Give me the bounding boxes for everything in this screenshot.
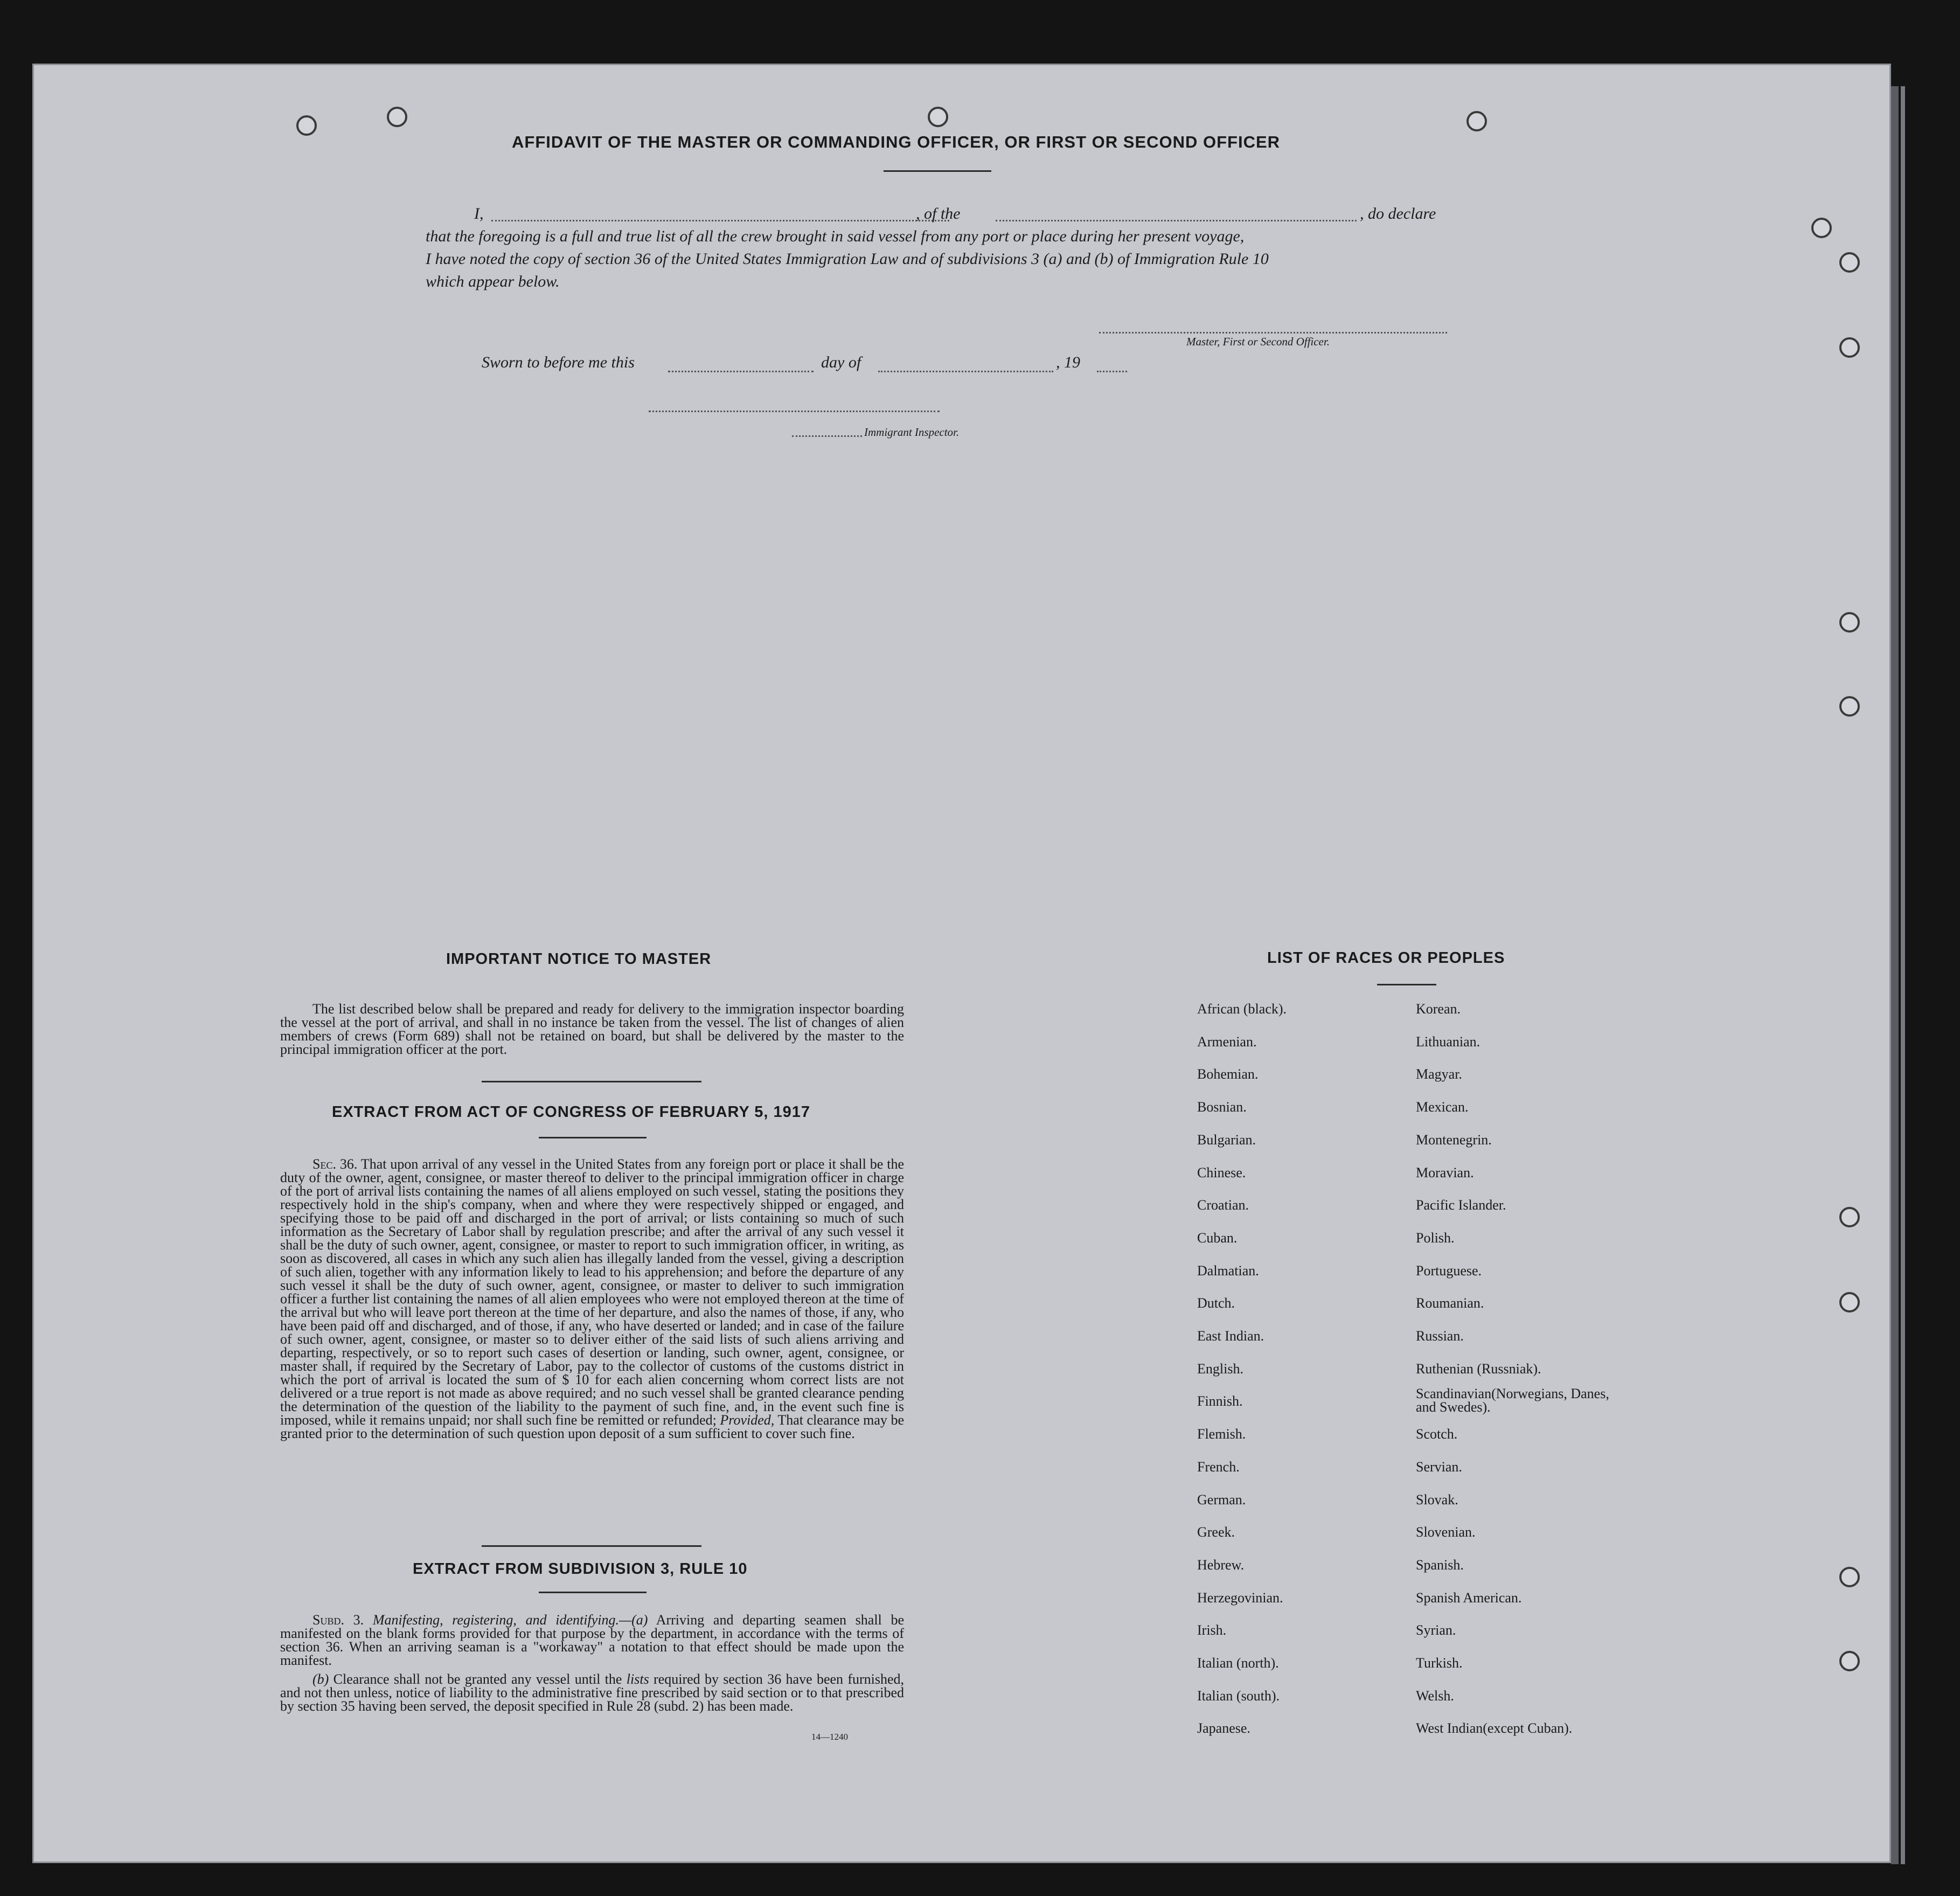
master-signature-blank[interactable]	[1099, 332, 1447, 334]
race-item: Dalmatian.	[1197, 1262, 1259, 1279]
sworn-text: Sworn to before me this	[482, 353, 635, 371]
race-item: Russian.	[1416, 1328, 1464, 1344]
master-caption: Master, First or Second Officer.	[1186, 335, 1330, 348]
race-item: Italian (south).	[1197, 1687, 1280, 1704]
section-rule	[482, 1545, 701, 1547]
document-sheet	[32, 64, 1891, 1863]
race-item: English.	[1197, 1360, 1243, 1377]
act-title: EXTRACT FROM ACT OF CONGRESS OF FEBRUARY 5, 1917	[332, 1103, 811, 1121]
page-edge-strip	[1901, 86, 1905, 1864]
race-item: German.	[1197, 1491, 1246, 1508]
race-item: West Indian(except Cuban).	[1416, 1720, 1573, 1737]
race-item: Flemish.	[1197, 1426, 1246, 1442]
inspector-lead-dots	[792, 435, 862, 437]
race-item: Armenian.	[1197, 1033, 1257, 1050]
race-item: Slovenian.	[1416, 1524, 1476, 1540]
race-item: French.	[1197, 1459, 1240, 1475]
section-rule	[539, 1137, 647, 1138]
race-item: Dutch.	[1197, 1295, 1235, 1311]
race-item: Lithuanian.	[1416, 1033, 1481, 1050]
race-item: Bulgarian.	[1197, 1131, 1256, 1148]
rule-text-b1: Clearance shall not be granted any vessel until the	[333, 1671, 622, 1687]
race-item: Magyar.	[1416, 1066, 1462, 1082]
race-item: Spanish.	[1416, 1557, 1464, 1573]
race-item: Spanish American.	[1416, 1589, 1522, 1606]
race-item: Portuguese.	[1416, 1262, 1482, 1279]
race-item: Syrian.	[1416, 1622, 1456, 1638]
race-item: Turkish.	[1416, 1655, 1463, 1671]
race-item: Japanese.	[1197, 1720, 1250, 1737]
punch-hole	[1839, 1567, 1860, 1587]
affidavit-of-the: , of the	[916, 205, 961, 223]
race-item: Scandinavian(Norwegians, Danes, and Swedes).	[1416, 1386, 1609, 1415]
act-section-36-text	[280, 1157, 904, 1440]
rule-text-b2: required by section 36 have been furnished, and not then unless, notice of liability to the administrative fine prescribed by said section or to that prescribed by section 35 having been served, the deposit specified in Rule 28 (subd. 2) has been made.	[280, 1671, 905, 1714]
subd-heading: Manifesting, registering, and identifying.—(a)	[372, 1612, 648, 1628]
punch-hole	[1811, 218, 1832, 238]
race-item: Bosnian.	[1197, 1099, 1247, 1115]
rule-title: EXTRACT FROM SUBDIVISION 3, RULE 10	[413, 1560, 748, 1578]
race-item: Italian (north).	[1197, 1655, 1279, 1671]
year-text: , 19	[1056, 353, 1080, 371]
punch-hole	[1839, 1207, 1860, 1227]
affidavit-line3: I have noted the copy of section 36 of the United States Immigration Law and of subdivisions 3 (a) and (b) of Immigration Rule 10	[426, 250, 1269, 268]
inspector-caption: Immigrant Inspector.	[864, 426, 960, 439]
race-item: Finnish.	[1197, 1393, 1243, 1409]
race-item: Slovak.	[1416, 1491, 1458, 1508]
act-text-b: That clearance may be granted prior to the determination of such question upon deposit of a sum sufficient to cover such fine.	[280, 1412, 905, 1441]
race-item: Croatian.	[1197, 1197, 1249, 1213]
punch-hole	[1839, 1651, 1860, 1671]
race-item: Hebrew.	[1197, 1557, 1245, 1573]
title-underline	[884, 170, 991, 172]
race-item: Mexican.	[1416, 1099, 1469, 1115]
races-title: LIST OF RACES OR PEOPLES	[1267, 949, 1505, 967]
race-item: African (black).	[1197, 1001, 1287, 1017]
race-item: Greek.	[1197, 1524, 1235, 1540]
notice-title: IMPORTANT NOTICE TO MASTER	[446, 950, 712, 968]
day-of-text: day of	[821, 353, 861, 371]
sec-label: Sec. 36.	[312, 1156, 358, 1172]
vessel-blank[interactable]	[996, 220, 1357, 221]
race-item: Pacific Islander.	[1416, 1197, 1506, 1213]
page-edge-strip	[1891, 86, 1899, 1864]
act-text-a: That upon arrival of any vessel in the United States from any foreign port or place it shall be the duty of the owner, agent, consignee, or master thereof to deliver to the principal immigration officer in charge of the port of arrival lists containing the names of all aliens employed on such vessel, stating the positions they respectively hold in the ship's company, when and where they were respectively shipped or engaged, and specifying those to be paid off and discharged in the port of arrival; or lists containing so much of such information as the Secretary of Labor shall by regulation prescribe; and after the arrival of any such vessel it shall be the duty of such owner, agent, consignee, or master to report to such immigration officer, in writing, as soon as discovered, all cases in which any such alien has illegally landed from the vessel, giving a description of such alien, together with any information likely to lead to his apprehension; and before the departure of any such vessel it shall be the duty of such owner, agent, consignee, or master to deliver to such immigration officer a further list containing the names of all alien employees who were not employed thereon at the time of the arrival but who will leave port thereon at the time of her departure, and also the names of those, if any, who have been paid off and discharged, and of those, if any, who have deserted or landed; and in case of the failure of such owner, agent, consignee, or master so to deliver either of the said lists of such aliens arriving and departing, respectively, or so to report such cases of desertion or landing, such owner, agent, consignee, or master shall, if required by the Secretary of Labor, pay to the collector of customs of the customs district in which the port of arrival is located the sum of $ 10 for each alien concerning whom correct lists are not delivered or a true report is not made as above required; and no such vessel shall be granted clearance pending the determination of the question of the liability to the payment of such fine, and, in the event such fine is imposed, while it remains unpaid; nor shall such fine be remitted or refunded;	[280, 1156, 905, 1428]
race-item: Servian.	[1416, 1459, 1462, 1475]
subd-label: Subd. 3.	[312, 1612, 364, 1628]
inspector-signature-blank[interactable]	[649, 411, 940, 412]
lists-word: lists	[626, 1671, 649, 1687]
punch-hole	[1839, 612, 1860, 633]
race-item: Ruthenian (Russniak).	[1416, 1360, 1541, 1377]
rule-subd-a-text	[280, 1613, 904, 1667]
race-item: Scotch.	[1416, 1426, 1458, 1442]
affidavit-title: AFFIDAVIT OF THE MASTER OR COMMANDING OFFICER, OR FIRST OR SECOND OFFICER	[512, 133, 1281, 151]
name-blank[interactable]	[491, 220, 949, 221]
race-item: Roumanian.	[1416, 1295, 1484, 1311]
section-rule	[539, 1592, 647, 1593]
affidavit-line2: that the foregoing is a full and true list of all the crew brought in said vessel from any port or place during her present voyage,	[426, 227, 1245, 245]
race-item: Moravian.	[1416, 1164, 1474, 1180]
punch-hole	[1839, 337, 1860, 358]
punch-hole	[296, 115, 317, 136]
year-blank[interactable]	[1097, 371, 1127, 372]
form-number: 14—1240	[811, 1732, 848, 1742]
punch-hole	[387, 107, 407, 127]
race-item: Welsh.	[1416, 1687, 1454, 1704]
affidavit-declare: , do declare	[1360, 205, 1436, 223]
race-item: Korean.	[1416, 1001, 1461, 1017]
rule-text-a: Arriving and departing seamen shall be manifested on the blank forms provided for that purpose by the department, in accordance with the terms of section 36. When an arriving seaman is a "workaway" a notation to that effect should be made upon the manifest.	[280, 1612, 905, 1668]
punch-hole	[1466, 111, 1487, 131]
rule-subd-b-text	[280, 1672, 904, 1713]
race-item: Polish.	[1416, 1230, 1455, 1246]
race-item: Irish.	[1197, 1622, 1227, 1638]
provided-word: Provided,	[720, 1412, 775, 1428]
affidavit-line4: which appear below.	[426, 273, 560, 290]
punch-hole	[1839, 696, 1860, 717]
race-item: Montenegrin.	[1416, 1131, 1492, 1148]
affidavit-i: I,	[474, 205, 484, 223]
punch-hole	[1839, 1292, 1860, 1312]
section-rule	[482, 1081, 701, 1082]
section-rule	[1377, 984, 1436, 985]
day-blank[interactable]	[668, 371, 814, 372]
month-blank[interactable]	[878, 371, 1053, 372]
race-item: Bohemian.	[1197, 1066, 1259, 1082]
race-item: East Indian.	[1197, 1328, 1264, 1344]
punch-hole	[928, 107, 948, 127]
notice-text: The list described below shall be prepared and ready for delivery to the immigration inspector boarding the vessel at the port of arrival, and shall in no instance be taken from the vessel. The list of changes of alien members of crews (Form 689) shall not be retained on board, but shall be delivered by the master to the principal immigration officer at the port.	[280, 1001, 904, 1057]
race-item: Herzegovinian.	[1197, 1589, 1283, 1606]
race-item: Cuban.	[1197, 1230, 1238, 1246]
b-label: (b)	[312, 1671, 329, 1687]
punch-hole	[1839, 252, 1860, 273]
race-item: Chinese.	[1197, 1164, 1246, 1180]
